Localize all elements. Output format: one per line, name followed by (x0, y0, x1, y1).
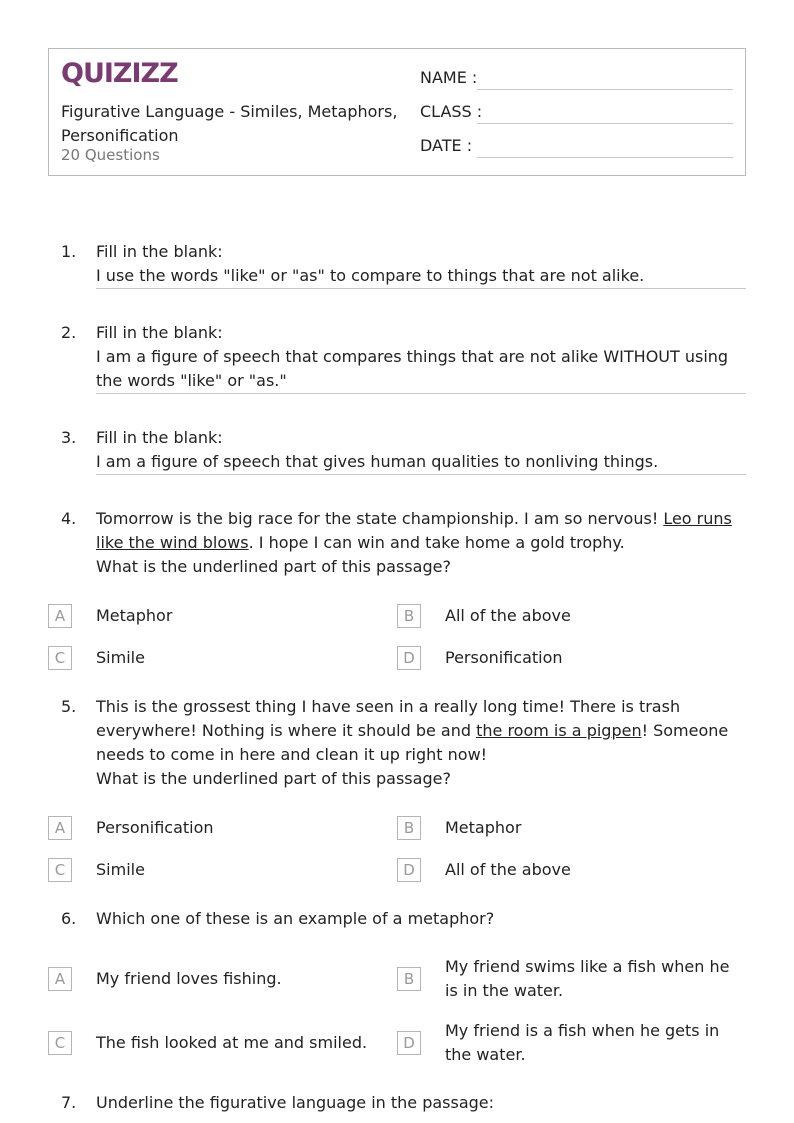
question-text: What is the underlined part of this passage? (96, 769, 451, 788)
option-d-box[interactable]: D (397, 858, 421, 882)
question-count: 20 Questions (61, 146, 160, 164)
option-text[interactable]: My friend loves fishing. (96, 969, 282, 988)
answer-line[interactable] (96, 288, 746, 289)
question-number: 7. (61, 1093, 77, 1112)
option-b-box[interactable]: B (397, 604, 421, 628)
option-d-box[interactable]: D (397, 1031, 421, 1055)
option-text[interactable]: Personification (445, 648, 563, 667)
option-text[interactable]: Metaphor (445, 818, 522, 837)
quizizz-logo: QUIZIZZ (61, 58, 178, 89)
underlined-phrase: Leo runs like the wind blows (96, 509, 732, 552)
question-number: 1. (61, 242, 77, 261)
option-text[interactable]: All of the above (445, 860, 571, 879)
question-number: 6. (61, 909, 77, 928)
question-prompt: Fill in the blank: (96, 242, 223, 261)
question-number: 3. (61, 428, 77, 447)
answer-line[interactable] (96, 474, 746, 475)
date-label: DATE : (420, 136, 473, 155)
passage-text: This is the grossest thing I have seen in a really long time! There is trash everywhere! Nothing is where it should be and (96, 697, 681, 740)
passage-text: Tomorrow is the big race for the state championship. I am so nervous! (96, 509, 664, 528)
underlined-phrase: the room is a pigpen (476, 721, 642, 740)
class-label: CLASS : (420, 102, 483, 121)
option-d-box[interactable]: D (397, 646, 421, 670)
answer-line[interactable] (96, 393, 746, 394)
name-label: NAME : (420, 68, 478, 87)
question-prompt: Fill in the blank: (96, 323, 223, 342)
question-text: I use the words "like" or "as" to compare to things that are not alike. (96, 266, 645, 285)
question-number: 2. (61, 323, 77, 342)
question-text: I am a figure of speech that gives human qualities to nonliving things. (96, 452, 659, 471)
option-a-box[interactable]: A (48, 816, 72, 840)
class-field[interactable] (477, 123, 733, 124)
question-text: Which one of these is an example of a metaphor? (96, 909, 495, 928)
option-c-box[interactable]: C (48, 858, 72, 882)
option-text[interactable]: All of the above (445, 606, 571, 625)
question-prompt: Fill in the blank: (96, 428, 223, 447)
option-a-box[interactable]: A (48, 967, 72, 991)
name-field[interactable] (477, 89, 733, 90)
option-b-box[interactable]: B (397, 967, 421, 991)
option-c-box[interactable]: C (48, 646, 72, 670)
question-text: Underline the figurative language in the passage: (96, 1093, 495, 1112)
date-field[interactable] (477, 157, 733, 158)
option-text[interactable]: Simile (96, 648, 145, 667)
option-text[interactable]: My friend swims like a fish when he is in the water. (445, 957, 730, 1000)
passage-text: ! Someone needs to come in here and clean it up right now! (96, 721, 729, 764)
question-text: What is the underlined part of this passage? (96, 557, 451, 576)
question-passage (96, 695, 748, 767)
question-number: 4. (61, 509, 77, 528)
option-b-box[interactable]: B (397, 816, 421, 840)
option-a-box[interactable]: A (48, 604, 72, 628)
option-text[interactable]: Metaphor (96, 606, 173, 625)
option-text[interactable]: My friend is a fish when he gets in the water. (445, 1021, 720, 1064)
worksheet-title: Figurative Language - Similes, Metaphors, Personification (61, 102, 398, 145)
option-c-box[interactable]: C (48, 1031, 72, 1055)
passage-text: . I hope I can win and take home a gold trophy. (248, 533, 625, 552)
option-text[interactable]: Simile (96, 860, 145, 879)
option-text[interactable]: The fish looked at me and smiled. (96, 1033, 368, 1052)
question-text: I am a figure of speech that compares things that are not alike WITHOUT using the words "like" or "as." (96, 347, 729, 390)
option-text[interactable]: Personification (96, 818, 214, 837)
question-number: 5. (61, 697, 77, 716)
question-passage (96, 507, 746, 555)
